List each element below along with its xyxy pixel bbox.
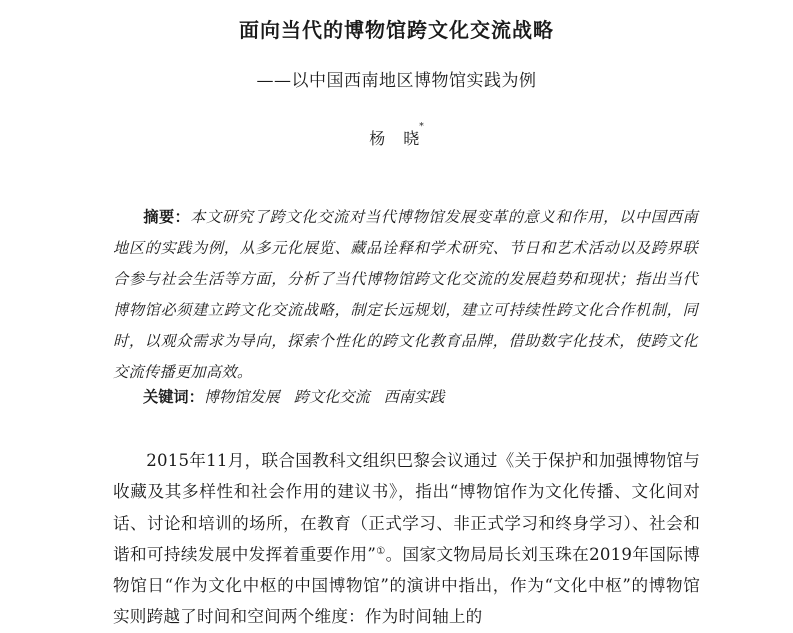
author-footnote-mark: * <box>419 122 424 132</box>
abstract-label: 摘要： <box>143 208 191 226</box>
article-subtitle: ——以中国西南地区博物馆实践为例 <box>256 71 537 91</box>
abstract-text: 本文研究了跨文化交流对当代博物馆发展变革的意义和作用，以中国西南地区的实践为例，从多元化展览、藏品诠释和学术研究、节日和艺术活动以及跨界联合参与社会生活等方面，分析了当代博物馆跨文化交流的发展趋势和现状；指出当代博物馆必须建立跨文化交流战略，制定长远规划，建立可持续性跨文化合作机制，同时，以观众需求为导向，探索个性化的跨文化教育品牌，借助数字化技术，使跨文化交流传播更加高效。 <box>113 208 698 381</box>
keywords-label: 关键词： <box>143 388 204 406</box>
footnote-reference[interactable]: ① <box>376 545 386 557</box>
keyword-item: 西南实践 <box>383 388 445 406</box>
article-title: 面向当代的博物馆跨文化交流战略 <box>239 18 554 42</box>
author-surname: 杨 <box>369 129 386 148</box>
abstract-paragraph <box>113 202 698 388</box>
keyword-item: 博物馆发展 <box>203 388 280 406</box>
keyword-item: 跨文化交流 <box>293 388 370 406</box>
body-text-part2: 。国家文物局局长刘玉珠在2019年国际博物馆日“作为文化中枢的中国博物馆”的演讲中指出，作为“文化中枢”的博物馆实则跨越了时间和空间两个维度：作为时间轴上的 <box>113 544 700 627</box>
author-line <box>0 122 793 149</box>
author-given-name: 晓 <box>403 129 420 148</box>
body-text-part1: 2015年11月，联合国教科文组织巴黎会议通过《关于保护和加强博物馆与收藏及其多样性和社会作用的建议书》，指出“博物馆作为文化传播、文化间对话、讨论和培训的场所，在教育（正式学习、非正式学习和终身学习）、社会和谐和可持续发展中发挥着重要作用” <box>113 451 700 564</box>
body-paragraph <box>113 445 700 633</box>
keywords-line <box>143 383 458 411</box>
